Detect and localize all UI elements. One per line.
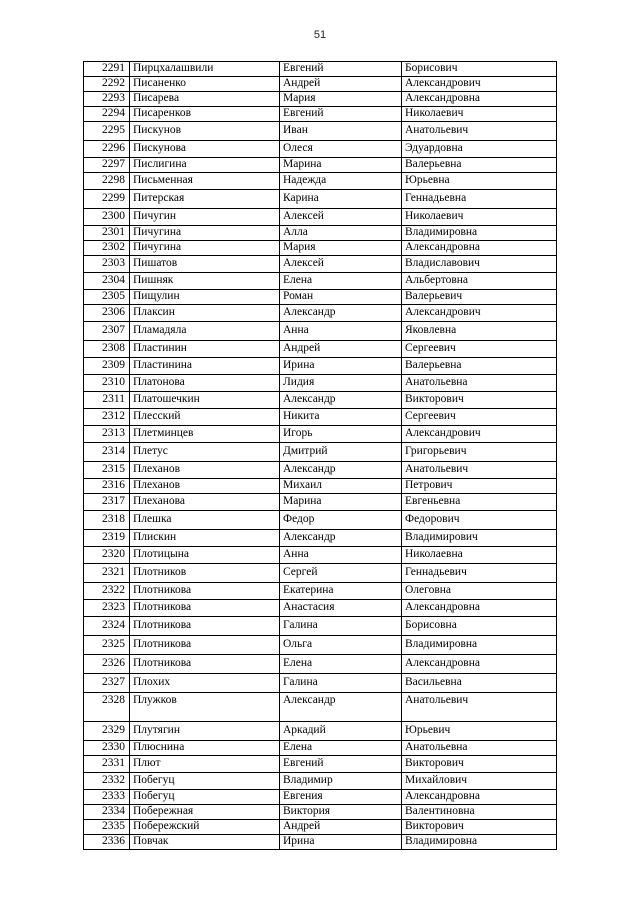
- patronymic-cell: Юрьевич: [402, 722, 557, 741]
- row-number-cell: 2310: [84, 375, 130, 392]
- table-row: [84, 62, 557, 77]
- last-name-cell: Плискин: [130, 530, 280, 547]
- patronymic-cell: Александровна: [402, 241, 557, 256]
- row-number-cell: 2311: [84, 392, 130, 409]
- first-name-cell: Елена: [280, 741, 402, 756]
- last-name-cell: Плетус: [130, 443, 280, 462]
- table-row: [84, 226, 557, 241]
- first-name-cell: Александр: [280, 392, 402, 409]
- table-row: [84, 190, 557, 209]
- patronymic-cell: Анатольевич: [402, 693, 557, 722]
- first-name-cell: Олеся: [280, 141, 402, 158]
- row-number-cell: 2314: [84, 443, 130, 462]
- last-name-cell: Пирцхалашвили: [130, 62, 280, 77]
- patronymic-cell: Михайлович: [402, 773, 557, 790]
- first-name-cell: Ирина: [280, 358, 402, 375]
- first-name-cell: Роман: [280, 290, 402, 305]
- patronymic-cell: Викторович: [402, 820, 557, 835]
- last-name-cell: Плеханова: [130, 494, 280, 511]
- first-name-cell: Евгений: [280, 756, 402, 773]
- row-number-cell: 2329: [84, 722, 130, 741]
- last-name-cell: Пискунов: [130, 122, 280, 141]
- table-row: [84, 674, 557, 693]
- row-number-cell: 2301: [84, 226, 130, 241]
- first-name-cell: Андрей: [280, 341, 402, 358]
- last-name-cell: Плотников: [130, 564, 280, 583]
- table-row: [84, 835, 557, 850]
- row-number-cell: 2322: [84, 583, 130, 600]
- last-name-cell: Плохих: [130, 674, 280, 693]
- last-name-cell: Писаренков: [130, 107, 280, 122]
- first-name-cell: Андрей: [280, 820, 402, 835]
- patronymic-cell: Николаевич: [402, 107, 557, 122]
- last-name-cell: Плотникова: [130, 655, 280, 674]
- row-number-cell: 2312: [84, 409, 130, 426]
- row-number-cell: 2291: [84, 62, 130, 77]
- table-row: [84, 443, 557, 462]
- row-number-cell: 2318: [84, 511, 130, 530]
- patronymic-cell: Александрович: [402, 426, 557, 443]
- table-row: [84, 173, 557, 190]
- patronymic-cell: Александрович: [402, 77, 557, 92]
- first-name-cell: Игорь: [280, 426, 402, 443]
- row-number-cell: 2319: [84, 530, 130, 547]
- first-name-cell: Алексей: [280, 209, 402, 226]
- patronymic-cell: Борисович: [402, 62, 557, 77]
- first-name-cell: Алексей: [280, 256, 402, 273]
- patronymic-cell: Евгеньевна: [402, 494, 557, 511]
- patronymic-cell: Борисовна: [402, 617, 557, 636]
- patronymic-cell: Геннадьевич: [402, 564, 557, 583]
- first-name-cell: Анастасия: [280, 600, 402, 617]
- row-number-cell: 2330: [84, 741, 130, 756]
- patronymic-cell: Эдуардовна: [402, 141, 557, 158]
- name-registry-table: [83, 61, 557, 850]
- patronymic-cell: Валерьевна: [402, 358, 557, 375]
- table-row: [84, 209, 557, 226]
- patronymic-cell: Валерьевна: [402, 158, 557, 173]
- table-row: [84, 358, 557, 375]
- first-name-cell: Федор: [280, 511, 402, 530]
- table-row: [84, 92, 557, 107]
- row-number-cell: 2296: [84, 141, 130, 158]
- last-name-cell: Плаксин: [130, 305, 280, 322]
- last-name-cell: Пичугин: [130, 209, 280, 226]
- last-name-cell: Плотникова: [130, 583, 280, 600]
- last-name-cell: Плотицына: [130, 547, 280, 564]
- row-number-cell: 2327: [84, 674, 130, 693]
- patronymic-cell: Анатольевич: [402, 462, 557, 479]
- first-name-cell: Алла: [280, 226, 402, 241]
- table-row: [84, 375, 557, 392]
- last-name-cell: Плутягин: [130, 722, 280, 741]
- last-name-cell: Пластинин: [130, 341, 280, 358]
- first-name-cell: Надежда: [280, 173, 402, 190]
- page-number: 51: [313, 29, 327, 41]
- first-name-cell: Никита: [280, 409, 402, 426]
- patronymic-cell: Анатольевич: [402, 122, 557, 141]
- name-registry-body: [84, 62, 557, 850]
- last-name-cell: Пламадяла: [130, 322, 280, 341]
- row-number-cell: 2295: [84, 122, 130, 141]
- table-row: [84, 479, 557, 494]
- table-row: [84, 790, 557, 805]
- row-number-cell: 2308: [84, 341, 130, 358]
- table-row: [84, 693, 557, 722]
- first-name-cell: Александр: [280, 530, 402, 547]
- row-number-cell: 2313: [84, 426, 130, 443]
- last-name-cell: Плесский: [130, 409, 280, 426]
- patronymic-cell: Владимировна: [402, 226, 557, 241]
- table-row: [84, 722, 557, 741]
- last-name-cell: Пластинина: [130, 358, 280, 375]
- first-name-cell: Дмитрий: [280, 443, 402, 462]
- row-number-cell: 2320: [84, 547, 130, 564]
- patronymic-cell: Николаевна: [402, 547, 557, 564]
- last-name-cell: Пичугина: [130, 241, 280, 256]
- patronymic-cell: Александровна: [402, 790, 557, 805]
- table-row: [84, 107, 557, 122]
- table-row: [84, 256, 557, 273]
- row-number-cell: 2294: [84, 107, 130, 122]
- first-name-cell: Карина: [280, 190, 402, 209]
- table-row: [84, 158, 557, 173]
- patronymic-cell: Альбертовна: [402, 273, 557, 290]
- patronymic-cell: Анатольевна: [402, 741, 557, 756]
- first-name-cell: Евгения: [280, 790, 402, 805]
- row-number-cell: 2333: [84, 790, 130, 805]
- first-name-cell: Михаил: [280, 479, 402, 494]
- patronymic-cell: Григорьевич: [402, 443, 557, 462]
- patronymic-cell: Анатольевна: [402, 375, 557, 392]
- table-row: [84, 494, 557, 511]
- first-name-cell: Виктория: [280, 805, 402, 820]
- last-name-cell: Плеханов: [130, 462, 280, 479]
- row-number-cell: 2317: [84, 494, 130, 511]
- row-number-cell: 2300: [84, 209, 130, 226]
- last-name-cell: Плюснина: [130, 741, 280, 756]
- row-number-cell: 2299: [84, 190, 130, 209]
- row-number-cell: 2334: [84, 805, 130, 820]
- last-name-cell: Пискунова: [130, 141, 280, 158]
- row-number-cell: 2332: [84, 773, 130, 790]
- last-name-cell: Писарева: [130, 92, 280, 107]
- first-name-cell: Галина: [280, 617, 402, 636]
- row-number-cell: 2292: [84, 77, 130, 92]
- patronymic-cell: Геннадьевна: [402, 190, 557, 209]
- row-number-cell: 2297: [84, 158, 130, 173]
- first-name-cell: Александр: [280, 693, 402, 722]
- first-name-cell: Ольга: [280, 636, 402, 655]
- table-row: [84, 273, 557, 290]
- patronymic-cell: Владимировна: [402, 636, 557, 655]
- table-row: [84, 583, 557, 600]
- first-name-cell: Елена: [280, 655, 402, 674]
- row-number-cell: 2325: [84, 636, 130, 655]
- patronymic-cell: Владиславович: [402, 256, 557, 273]
- patronymic-cell: Петрович: [402, 479, 557, 494]
- last-name-cell: Побегуц: [130, 790, 280, 805]
- last-name-cell: Побережная: [130, 805, 280, 820]
- table-row: [84, 741, 557, 756]
- first-name-cell: Андрей: [280, 77, 402, 92]
- last-name-cell: Пичугина: [130, 226, 280, 241]
- first-name-cell: Ирина: [280, 835, 402, 850]
- table-row: [84, 290, 557, 305]
- row-number-cell: 2305: [84, 290, 130, 305]
- table-row: [84, 409, 557, 426]
- first-name-cell: Евгений: [280, 107, 402, 122]
- row-number-cell: 2302: [84, 241, 130, 256]
- last-name-cell: Побережский: [130, 820, 280, 835]
- row-number-cell: 2335: [84, 820, 130, 835]
- first-name-cell: Анна: [280, 322, 402, 341]
- patronymic-cell: Викторович: [402, 392, 557, 409]
- row-number-cell: 2321: [84, 564, 130, 583]
- last-name-cell: Пишатов: [130, 256, 280, 273]
- patronymic-cell: Валерьевич: [402, 290, 557, 305]
- last-name-cell: Письменная: [130, 173, 280, 190]
- first-name-cell: Александр: [280, 305, 402, 322]
- row-number-cell: 2304: [84, 273, 130, 290]
- last-name-cell: Платонова: [130, 375, 280, 392]
- first-name-cell: Марина: [280, 494, 402, 511]
- table-row: [84, 655, 557, 674]
- table-row: [84, 617, 557, 636]
- last-name-cell: Плотникова: [130, 600, 280, 617]
- table-row: [84, 305, 557, 322]
- last-name-cell: Плеханов: [130, 479, 280, 494]
- table-row: [84, 773, 557, 790]
- table-row: [84, 141, 557, 158]
- first-name-cell: Сергей: [280, 564, 402, 583]
- first-name-cell: Елена: [280, 273, 402, 290]
- table-row: [84, 392, 557, 409]
- patronymic-cell: Владимировна: [402, 835, 557, 850]
- first-name-cell: Марина: [280, 158, 402, 173]
- first-name-cell: Лидия: [280, 375, 402, 392]
- first-name-cell: Евгений: [280, 62, 402, 77]
- row-number-cell: 2328: [84, 693, 130, 722]
- row-number-cell: 2306: [84, 305, 130, 322]
- patronymic-cell: Александровна: [402, 600, 557, 617]
- patronymic-cell: Юрьевна: [402, 173, 557, 190]
- row-number-cell: 2336: [84, 835, 130, 850]
- patronymic-cell: Александровна: [402, 655, 557, 674]
- last-name-cell: Пишняк: [130, 273, 280, 290]
- patronymic-cell: Яковлевна: [402, 322, 557, 341]
- last-name-cell: Побегуц: [130, 773, 280, 790]
- table-row: [84, 600, 557, 617]
- row-number-cell: 2298: [84, 173, 130, 190]
- table-row: [84, 122, 557, 141]
- last-name-cell: Плотникова: [130, 636, 280, 655]
- last-name-cell: Плетминцев: [130, 426, 280, 443]
- table-row: [84, 426, 557, 443]
- table-row: [84, 462, 557, 479]
- table-row: [84, 805, 557, 820]
- first-name-cell: Галина: [280, 674, 402, 693]
- patronymic-cell: Александрович: [402, 305, 557, 322]
- last-name-cell: Плотникова: [130, 617, 280, 636]
- table-row: [84, 241, 557, 256]
- row-number-cell: 2324: [84, 617, 130, 636]
- patronymic-cell: Сергеевич: [402, 409, 557, 426]
- table-row: [84, 564, 557, 583]
- first-name-cell: Мария: [280, 241, 402, 256]
- row-number-cell: 2293: [84, 92, 130, 107]
- table-row: [84, 77, 557, 92]
- first-name-cell: Мария: [280, 92, 402, 107]
- patronymic-cell: Николаевич: [402, 209, 557, 226]
- patronymic-cell: Федорович: [402, 511, 557, 530]
- last-name-cell: Плешка: [130, 511, 280, 530]
- last-name-cell: Писаненко: [130, 77, 280, 92]
- first-name-cell: Иван: [280, 122, 402, 141]
- row-number-cell: 2331: [84, 756, 130, 773]
- patronymic-cell: Александровна: [402, 92, 557, 107]
- first-name-cell: Аркадий: [280, 722, 402, 741]
- row-number-cell: 2323: [84, 600, 130, 617]
- last-name-cell: Пищулин: [130, 290, 280, 305]
- row-number-cell: 2307: [84, 322, 130, 341]
- patronymic-cell: Викторович: [402, 756, 557, 773]
- last-name-cell: Плют: [130, 756, 280, 773]
- table-row: [84, 530, 557, 547]
- row-number-cell: 2309: [84, 358, 130, 375]
- last-name-cell: Пислигина: [130, 158, 280, 173]
- table-row: [84, 322, 557, 341]
- patronymic-cell: Владимирович: [402, 530, 557, 547]
- first-name-cell: Анна: [280, 547, 402, 564]
- last-name-cell: Питерская: [130, 190, 280, 209]
- table-row: [84, 547, 557, 564]
- patronymic-cell: Валентиновна: [402, 805, 557, 820]
- row-number-cell: 2326: [84, 655, 130, 674]
- patronymic-cell: Олеговна: [402, 583, 557, 600]
- patronymic-cell: Васильевна: [402, 674, 557, 693]
- first-name-cell: Владимир: [280, 773, 402, 790]
- table-row: [84, 341, 557, 358]
- table-row: [84, 511, 557, 530]
- patronymic-cell: Сергеевич: [402, 341, 557, 358]
- table-row: [84, 756, 557, 773]
- table-row: [84, 820, 557, 835]
- table-row: [84, 636, 557, 655]
- first-name-cell: Александр: [280, 462, 402, 479]
- last-name-cell: Повчак: [130, 835, 280, 850]
- first-name-cell: Екатерина: [280, 583, 402, 600]
- row-number-cell: 2315: [84, 462, 130, 479]
- row-number-cell: 2303: [84, 256, 130, 273]
- row-number-cell: 2316: [84, 479, 130, 494]
- last-name-cell: Платошечкин: [130, 392, 280, 409]
- last-name-cell: Плужков: [130, 693, 280, 722]
